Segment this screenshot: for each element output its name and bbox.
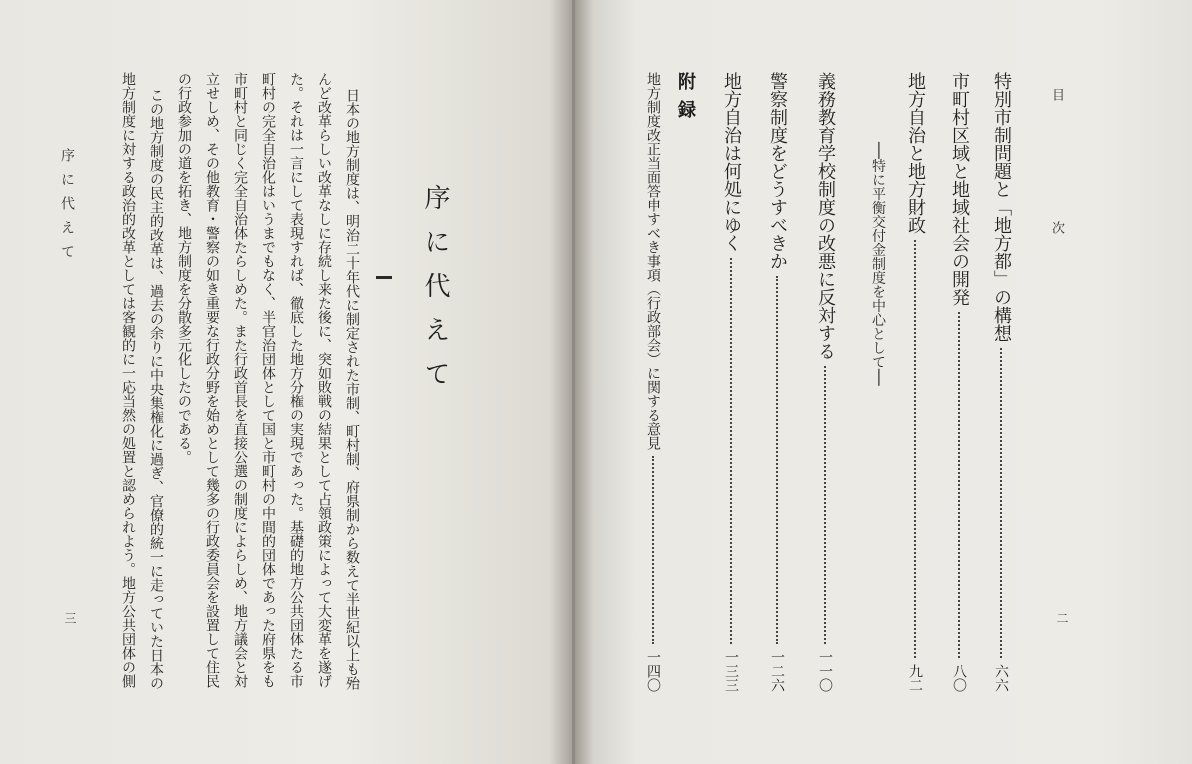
page-number: 三: [63, 612, 77, 624]
body-line: この地方制度の民主的改革は、過去の余りに中央集権化に過ぎ、官僚的統一に走っていた日本の: [148, 88, 164, 690]
body-line: んど改革らしい改革なしに存続し来た後に、突如敗戦の結果として占領政策によって大変革を遂げ: [316, 72, 332, 688]
toc-page: 八〇: [951, 664, 967, 692]
toc-title: 特別市制問題と「地方都」の構想: [991, 72, 1012, 342]
toc-entry[interactable]: [906, 72, 924, 692]
toc-title: 義務教育学校制度の改悪に反対する: [815, 72, 836, 360]
toc-page: 九二: [907, 664, 923, 692]
dot-leader: [652, 456, 654, 644]
toc-entry[interactable]: [722, 72, 740, 692]
dot-leader: [914, 240, 916, 658]
body-line: 地方制度に対する政治的改革としては客観的に一応当然の処置と認められよう。地方公共団体の側: [120, 72, 136, 688]
toc-page: 一三三: [723, 650, 739, 692]
toc-title: 地方制度改正当面答申すべき事項（行政部会）に関する意見: [645, 72, 661, 450]
toc-entry[interactable]: [992, 72, 1010, 692]
toc-title: 地方自治と地方財政: [905, 72, 926, 234]
section-number-mark: [376, 276, 392, 279]
dot-leader: [776, 276, 778, 644]
toc-title: 警察制度をどうすべきか: [767, 72, 788, 270]
dot-leader: [958, 312, 960, 658]
toc-title: 市町村区域と地域社会の開発: [949, 72, 970, 306]
section-title: 序に代えて: [420, 184, 450, 404]
dot-leader: [1000, 348, 1002, 658]
toc-entry[interactable]: [768, 72, 786, 692]
preface-body: [86, 72, 374, 690]
toc-heading: 目次: [1049, 88, 1064, 354]
dot-leader: [730, 258, 732, 644]
left-page: [0, 0, 572, 764]
body-line: の行政参加の道を拓き、地方制度を分散多元化したのである。: [176, 72, 192, 464]
toc-entry[interactable]: [816, 72, 834, 692]
toc-page: 一四〇: [645, 650, 661, 692]
dot-leader: [824, 366, 826, 644]
toc-entry[interactable]: [950, 72, 968, 692]
body-line: た。それは一言にして表現すれば、徹底した地方分権の実現であった。基礎的地方公共団体たる市: [288, 72, 304, 688]
toc-page: 一二六: [769, 650, 785, 692]
toc-title: 地方自治は何処にゆく: [721, 72, 742, 252]
body-line: 町村の完全自治化はいうまでもなく、半官治団体として国と市町村の中間的団体であった府県をも: [260, 72, 276, 688]
appendix-entry[interactable]: [646, 72, 660, 692]
body-line: 市町村と同じく完全自治体たらしめた。また行政首長を直接公選の制度によらしめ、地方議会と対: [232, 72, 248, 688]
toc-page: 一一〇: [817, 650, 833, 692]
toc-page: 六六: [993, 664, 1009, 692]
page-number: 二: [1055, 612, 1069, 624]
toc-subtitle: ──特に平衡交付金制度を中心として──: [870, 142, 886, 386]
body-line: 日本の地方制度は、明治二十年代に制定された市制、町村制、府県制から数えて半世紀以上も殆: [344, 88, 360, 690]
appendix-label: 附録: [675, 72, 696, 128]
running-head: 序に代えて: [59, 148, 75, 268]
body-line: 立せしめ、その他教育・警察の如き重要な行政分野を始めとして幾多の行政委員会を設置して住民: [204, 72, 220, 688]
